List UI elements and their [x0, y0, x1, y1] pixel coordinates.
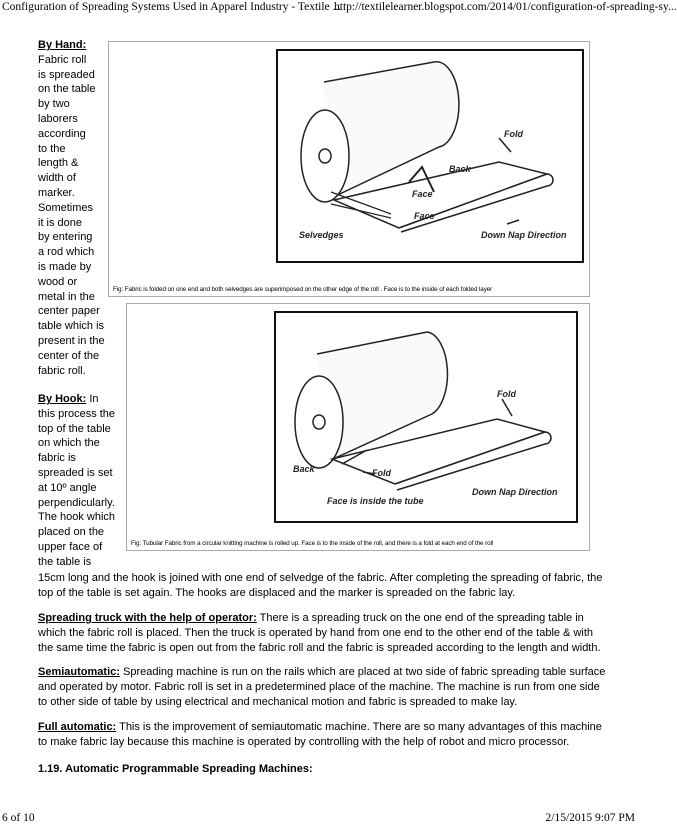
by-hand-line: fabric roll.	[38, 364, 86, 377]
by-hook-line: on which the	[38, 437, 100, 450]
folded-fabric-illustration	[109, 42, 589, 296]
by-hand-line: on the table	[38, 83, 96, 96]
by-hand-line: width of	[38, 172, 76, 185]
by-hook-line: at 10º angle	[38, 481, 97, 494]
by-hook-line: perpendicularly.	[38, 496, 115, 509]
full-automatic-paragraph: Full automatic: This is the improvement of semiautomatic machine. There are so many advantages of this machine to make fabric lay because this machine is operated by controlling with the help of robot and micro processor.	[38, 721, 602, 748]
spreading-truck-paragraph: Spreading truck with the help of operator: There is a spreading truck on the one end of the spreading table in which the fabric roll is placed. Then the truck is operated by hand from one end to the other end of the table & with the same time the fabric is open out from the fabric roll and the fabric is spreaded according to the length and width.	[38, 612, 601, 654]
by-hand-heading: By Hand:	[38, 39, 87, 51]
label-selvedges: Selvedges	[299, 230, 344, 240]
semiautomatic-heading: Semiautomatic:	[38, 666, 120, 678]
by-hand-line: table which is	[38, 320, 105, 333]
by-hand-line: according	[38, 127, 86, 140]
by-hand-line: wood or	[38, 275, 78, 288]
by-hook-line: this process the	[38, 407, 116, 420]
by-hook-line: The hook which	[38, 511, 116, 524]
by-hand-line: is made by	[38, 260, 92, 273]
page-url: http://textilelearner.blogspot.com/2014/01/configuration-of-spreading-sy...	[334, 1, 677, 13]
by-hook-line: top of the table	[38, 422, 111, 435]
by-hand-line: metal in the	[38, 290, 95, 303]
by-hand-line: Sometimes	[38, 201, 94, 214]
semiautomatic-paragraph: Semiautomatic: Spreading machine is run on the rails which are placed at two side of fabric spreading table surface and operated by motor. Fabric roll is set in a predetermined place of the machine. The machine is run from one side to other side of table by using electrical and mechanical motion and fabric is spreaded to make lay.	[38, 666, 606, 708]
by-hand-line: a rod which	[38, 246, 95, 259]
full-automatic-heading: Full automatic:	[38, 721, 117, 733]
label-fold-1: Fold	[497, 389, 516, 399]
by-hand-line: is spreaded	[38, 68, 95, 81]
label-fold-2: Fold	[372, 468, 391, 478]
figure-2-caption: Fig: Tubular Fabric from a circular knitting machine is rolled up. Face is to the inside of the roll, and there is a fold at each end of the roll	[131, 540, 494, 547]
by-hook-continuation: 15cm long and the hook is joined with one end of selvedge of the fabric. After completing the spreading of fabric, the top of the table is set again. The hooks are displaced and the marker is spreaded on the fabric lay.	[38, 572, 603, 599]
label-down-nap: Down Nap Direction	[472, 487, 558, 497]
section-title: 1.19. Automatic Programmable Spreading Machines:	[38, 763, 313, 775]
by-hand-line: to the	[38, 142, 66, 155]
page-number: 6 of 10	[2, 812, 35, 824]
by-hand-line: center of the	[38, 349, 100, 362]
label-fold: Fold	[504, 129, 523, 139]
by-hand-line: Fabric roll	[38, 53, 87, 66]
by-hand-line: length &	[38, 157, 79, 170]
spreading-truck-heading: Spreading truck with the help of operator:	[38, 612, 257, 624]
browser-print-footer	[0, 810, 638, 826]
tubular-fabric-illustration	[127, 304, 589, 550]
by-hand-line: center paper	[38, 305, 100, 318]
by-hand-line: marker.	[38, 186, 75, 199]
by-hand-paragraph	[38, 38, 110, 378]
label-face-inside: Face is inside the tube	[327, 496, 424, 506]
label-face-2: Face	[414, 211, 435, 221]
figure-folded-fabric	[108, 41, 590, 297]
by-hook-line: the table is	[38, 555, 92, 568]
label-back: Back	[449, 164, 471, 174]
by-hand-line: laborers	[38, 112, 78, 125]
by-hook-heading: By Hook:	[38, 393, 87, 405]
by-hook-line: spreaded is set	[38, 466, 113, 479]
page-title: Configuration of Spreading Systems Used in Apparel Industry - Textile ...	[2, 1, 342, 13]
figure-1-caption: Fig: Fabric is folded on one end and both selvedges are superimposed on the other edge of the roll . Face is to the inside of each folded layer	[113, 286, 493, 293]
label-down-nap: Down Nap Direction	[481, 230, 567, 240]
by-hand-line: by two	[38, 98, 70, 111]
by-hand-line: it is done	[38, 216, 83, 229]
by-hand-line: present in the	[38, 334, 105, 347]
label-back: Back	[293, 464, 315, 474]
label-face-1: Face	[412, 189, 433, 199]
by-hook-paragraph: By Hook: In this process the top of the table on which the fabric is spreaded is set at 10º angle perpendicularly. The hook which placed on the upper face of the table is	[38, 392, 118, 570]
by-hook-line: fabric is	[38, 452, 76, 465]
by-hand-line: by entering	[38, 231, 93, 244]
print-datetime: 2/15/2015 9:07 PM	[545, 812, 635, 824]
by-hook-line: upper face of	[38, 540, 103, 553]
figure-tubular-fabric	[126, 303, 590, 551]
browser-print-header	[0, 0, 677, 16]
by-hook-line: placed on the	[38, 526, 105, 539]
